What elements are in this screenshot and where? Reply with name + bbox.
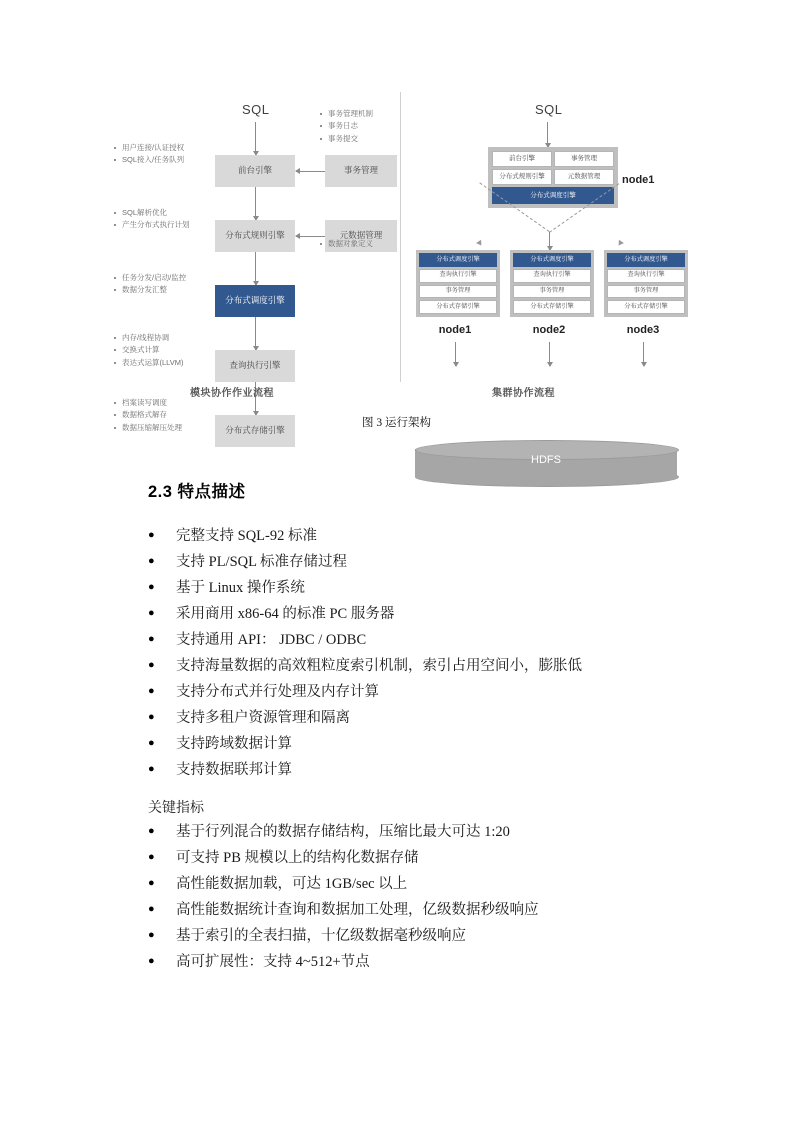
bullet-icon: ●	[148, 955, 155, 968]
bullet-icon: ●	[148, 929, 155, 942]
node2-cell-storage-engine: 分布式存储引擎	[513, 300, 591, 314]
list-item	[148, 849, 708, 868]
box-frontend-engine: 前台引擎	[215, 155, 295, 187]
worker-label-node2: node2	[532, 324, 566, 336]
hdfs-cylinder	[415, 440, 677, 482]
bullet-icon: ●	[148, 711, 155, 724]
hdfs-label: HDFS	[531, 454, 561, 466]
node1-cell-storage-engine: 分布式存储引擎	[419, 300, 497, 314]
arrow-txn-to-frontend	[296, 171, 325, 172]
bullet-icon: ●	[148, 581, 155, 594]
fanout-arrow-left	[476, 240, 484, 248]
list-item-text: 可支持 PB 规模以上的结构化数据存储	[176, 850, 419, 867]
node1-cell-query-engine: 查询执行引擎	[419, 269, 497, 283]
bullet-icon: ●	[148, 555, 155, 568]
list-item-text: 支持跨域数据计算	[176, 736, 292, 753]
connector-box3-to-box4	[255, 317, 256, 350]
annotation-metadata: 数据对象定义	[320, 238, 373, 250]
list-item	[148, 953, 708, 972]
figure-caption: 图 3 运行架构	[362, 417, 431, 429]
list-item	[148, 579, 708, 598]
worker-label-node1: node1	[438, 324, 472, 336]
master-cell-metadata-management: 元数据管理	[554, 169, 614, 185]
master-cell-frontend-engine: 前台引擎	[492, 151, 552, 167]
list-item	[148, 527, 708, 546]
connector-sql-to-master	[547, 122, 548, 147]
list-item	[148, 901, 708, 920]
list-item-text: 高可扩展性：支持 4~512+节点	[176, 954, 370, 971]
list-item-text: 支持多租户资源管理和隔离	[176, 710, 350, 727]
list-item	[148, 553, 708, 572]
fanout-arrow-right	[616, 240, 624, 248]
list-item-text: 完整支持 SQL-92 标准	[176, 528, 317, 544]
list-item-text: 支持通用 API： JDBC / ODBC	[176, 632, 367, 649]
bullet-icon: ●	[148, 607, 155, 620]
worker-label-node3: node3	[626, 324, 660, 336]
worker-panel-node2	[510, 250, 594, 317]
master-cell-transaction-management: 事务管理	[554, 151, 614, 167]
bullet-icon: ●	[148, 763, 155, 776]
fanout-line-center	[549, 232, 550, 250]
master-node-label: node1	[622, 174, 655, 186]
connector-node1-to-hdfs	[455, 342, 456, 366]
left-sql-label: SQL	[242, 102, 270, 117]
list-item-text: 支持分布式并行处理及内存计算	[176, 684, 379, 701]
connector-box1-to-box2	[255, 187, 256, 220]
list-item	[148, 875, 708, 894]
node2-cell-query-engine: 查询执行引擎	[513, 269, 591, 283]
list-item	[148, 683, 708, 702]
annotation-scheduler: 任务分发/启动/监控 数据分发汇整	[114, 272, 186, 297]
node1-cell-scheduler-engine: 分布式调度引擎	[419, 253, 497, 267]
annotation-storage-engine: 档案读写调度 数据格式解存 数据压缩解压处理	[114, 397, 182, 434]
bullet-icon: ●	[148, 851, 155, 864]
connector-node2-to-hdfs	[549, 342, 550, 366]
bullet-icon: ●	[148, 633, 155, 646]
box-distributed-scheduler-engine: 分布式调度引擎	[215, 285, 295, 317]
figure-divider	[400, 92, 401, 382]
connector-sql-to-box1	[255, 122, 256, 155]
bullet-icon: ●	[148, 685, 155, 698]
bullet-icon: ●	[148, 903, 155, 916]
node3-cell-query-engine: 查询执行引擎	[607, 269, 685, 283]
bullet-icon: ●	[148, 877, 155, 890]
list-item-text: 基于行列混合的数据存储结构，压缩比最大可达 1:20	[176, 824, 510, 840]
master-node-panel	[488, 147, 618, 208]
bullet-icon: ●	[148, 825, 155, 837]
master-cell-scheduler-engine: 分布式调度引擎	[492, 187, 614, 205]
list-item-text: 支持 PL/SQL 标准存储过程	[176, 554, 348, 571]
node2-cell-transaction-management: 事务管理	[513, 285, 591, 299]
bullet-icon: ●	[148, 529, 155, 541]
box-transaction-management: 事务管理	[325, 155, 397, 187]
list-item-text: 采用商用 x86-64 的标准 PC 服务器	[176, 606, 395, 623]
master-node-grid	[492, 151, 614, 204]
connector-node3-to-hdfs	[643, 342, 644, 366]
list-item	[148, 631, 708, 650]
right-diagram-caption: 集群协作流程	[492, 388, 555, 399]
bullet-icon: ●	[148, 737, 155, 750]
box-query-execution-engine: 查询执行引擎	[215, 350, 295, 382]
list-item	[148, 761, 708, 780]
annotation-frontend: 用户连接/认证授权 SQL接入/任务队列	[114, 142, 184, 167]
section-heading: 2.3 特点描述	[148, 483, 246, 501]
list-item	[148, 709, 708, 728]
metrics-heading: 关键指标	[148, 801, 204, 816]
list-item	[148, 927, 708, 946]
box-distributed-storage-engine: 分布式存储引擎	[215, 415, 295, 447]
worker-panel-node1	[416, 250, 500, 317]
list-item-text: 基于索引的全表扫描，十亿级数据毫秒级响应	[176, 928, 466, 945]
node3-cell-scheduler-engine: 分布式调度引擎	[607, 253, 685, 267]
node1-cell-transaction-management: 事务管理	[419, 285, 497, 299]
node3-cell-transaction-management: 事务管理	[607, 285, 685, 299]
annotation-query-engine: 内存/线程协调 交换式计算 表达式运算(LLVM)	[114, 332, 184, 369]
node2-cell-scheduler-engine: 分布式调度引擎	[513, 253, 591, 267]
list-item-text: 支持海量数据的高效粗粒度索引机制，索引占用空间小，膨胀低	[176, 658, 582, 675]
list-item	[148, 605, 708, 624]
box-metadata-management: 元数据管理	[325, 220, 397, 252]
feature-list	[148, 527, 708, 787]
metrics-block	[148, 797, 708, 979]
connector-box2-to-box3	[255, 252, 256, 285]
list-item-text: 高性能数据加载，可达 1GB/sec 以上	[176, 876, 408, 893]
list-item-text: 基于 Linux 操作系统	[176, 580, 305, 597]
bullet-icon: ●	[148, 659, 155, 672]
list-item	[148, 823, 708, 842]
list-item-text: 高性能数据统计查询和数据加工处理，亿级数据秒级响应	[176, 902, 539, 919]
annotation-transaction: 事务管理机制 事务日志 事务提交	[320, 108, 373, 145]
worker-panel-node3	[604, 250, 688, 317]
left-diagram-caption: 模块协作作业流程	[190, 388, 274, 399]
arrow-meta-to-rule	[296, 236, 325, 237]
right-sql-label: SQL	[535, 102, 563, 117]
annotation-rule-engine: SQL解析优化 产生分布式执行计划	[114, 207, 190, 232]
list-item-text: 支持数据联邦计算	[176, 762, 292, 779]
list-item	[148, 735, 708, 754]
node3-cell-storage-engine: 分布式存储引擎	[607, 300, 685, 314]
cluster-workflow-diagram	[410, 92, 690, 466]
box-distributed-rule-engine: 分布式规则引擎	[215, 220, 295, 252]
master-cell-rule-engine: 分布式规则引擎	[492, 169, 552, 185]
list-item	[148, 657, 708, 676]
